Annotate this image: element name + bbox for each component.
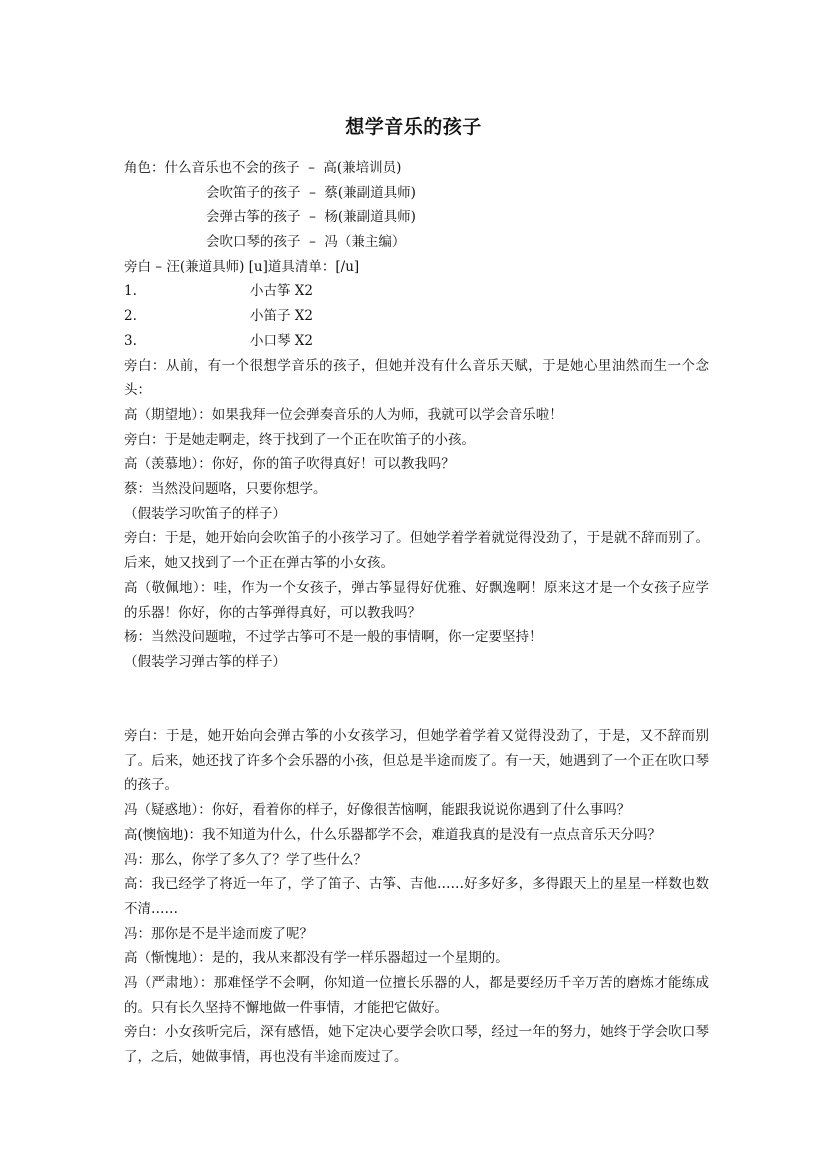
script-paragraph: 高（敬佩地）：哇，作为一个女孩子，弹古筝显得好优雅、好飘逸啊！原来这才是一个女孩子应学的乐器！你好，你的古筝弹得真好，可以教我吗？ <box>124 579 709 621</box>
prop-item <box>124 304 709 329</box>
script-paragraph: 旁白：于是她走啊走，终于找到了一个正在吹笛子的小孩。 <box>124 431 475 448</box>
script-paragraph: 冯：那你是不是半途而废了呢？ <box>124 925 313 942</box>
script-paragraph: 冯：那么，你学了多久了？学了些什么？ <box>124 851 367 868</box>
script-paragraph: 旁白：于是，她开始向会吹笛子的小孩学习了。但她学着学着就觉得没劲了，于是就不辞而别了。后来，她又找到了一个正在弹古筝的小女孩。 <box>124 530 709 572</box>
prop-name: 小口琴 X2 <box>250 332 313 349</box>
script-paragraph: 蔡：当然没问题咯，只要你想学。 <box>124 481 327 498</box>
script-paragraph: 高(懊恼地)：我不知道为什么，什么乐器都学不会，难道我真的是没有一点点音乐天分吗？ <box>124 826 662 843</box>
stage-direction: （假装学习弹古筝的样子） <box>124 653 286 670</box>
narrator-props-line: 旁白 – 汪(兼道具师) [u]道具清单：[/u] <box>124 258 360 275</box>
script-paragraph: 高：我已经学了将近一年了，学了笛子、古筝、吉他……好多好多，多得跟天上的星星一样数也数不清…… <box>124 876 709 917</box>
prop-name: 小笛子 X2 <box>250 308 313 325</box>
script-paragraph: 旁白：小女孩听完后，深有感悟，她下定决心要学会吹口琴，经过一年的努力，她终于学会吹口琴了，之后，她做事情，再也没有半途而废过了。 <box>124 1024 709 1066</box>
prop-number: 2. <box>124 308 137 325</box>
roles-line: 角色：什么音乐也不会的孩子 – 高(兼培训员) <box>124 160 402 176</box>
script-paragraph: 高（惭愧地）：是的，我从来都没有学一样乐器超过一个星期的。 <box>124 950 509 967</box>
prop-name: 小古筝 X2 <box>250 283 313 300</box>
roles-line: 会吹笛子的孩子 – 蔡(兼副道具师) <box>206 184 416 201</box>
stage-direction: （假装学习吹笛子的样子） <box>124 505 286 522</box>
script-paragraph: 冯（严肃地）：那难怪学不会啊，你知道一位擅长乐器的人，都是要经历千辛万苦的磨炼才能练成的。只有长久坚持不懈地做一件事情，才能把它做好。 <box>124 975 709 1016</box>
script-body <box>124 156 709 1070</box>
prop-number: 1. <box>124 283 137 300</box>
prop-item <box>124 329 709 354</box>
script-paragraph: 高（羡慕地）：你好，你的笛子吹得真好！可以教我吗？ <box>124 456 455 473</box>
blank-line <box>124 699 709 724</box>
roles-line: 会吹口琴的孩子 – 冯（兼主编） <box>206 234 406 251</box>
blank-line <box>124 675 709 700</box>
prop-number: 3. <box>124 332 137 349</box>
roles-line: 会弹古筝的孩子 – 杨(兼副道具师) <box>206 209 416 226</box>
script-paragraph: 冯（疑惑地）：你好，看着你的样子，好像很苦恼啊，能跟我说说你遇到了什么事吗？ <box>124 802 631 819</box>
page-title: 想学音乐的孩子 <box>345 116 482 138</box>
script-paragraph: 旁白：于是，她开始向会弹古筝的小女孩学习，但她学着学着又觉得没劲了，于是，又不辞而别了。后来，她还找了许多个会乐器的小孩，但总是半途而废了。有一天，她遇到了一个正在吹口琴的孩子。 <box>124 728 709 794</box>
script-paragraph: 旁白：从前，有一个很想学音乐的孩子，但她并没有什么音乐天赋，于是她心里油然而生一个念头： <box>124 357 709 399</box>
prop-item <box>124 279 709 304</box>
script-paragraph: 杨：当然没问题啦，不过学古筝可不是一般的事情啊，你一定要坚持！ <box>124 629 543 646</box>
script-paragraph: 高（期望地）：如果我拜一位会弹奏音乐的人为师，我就可以学会音乐啦！ <box>124 406 563 423</box>
